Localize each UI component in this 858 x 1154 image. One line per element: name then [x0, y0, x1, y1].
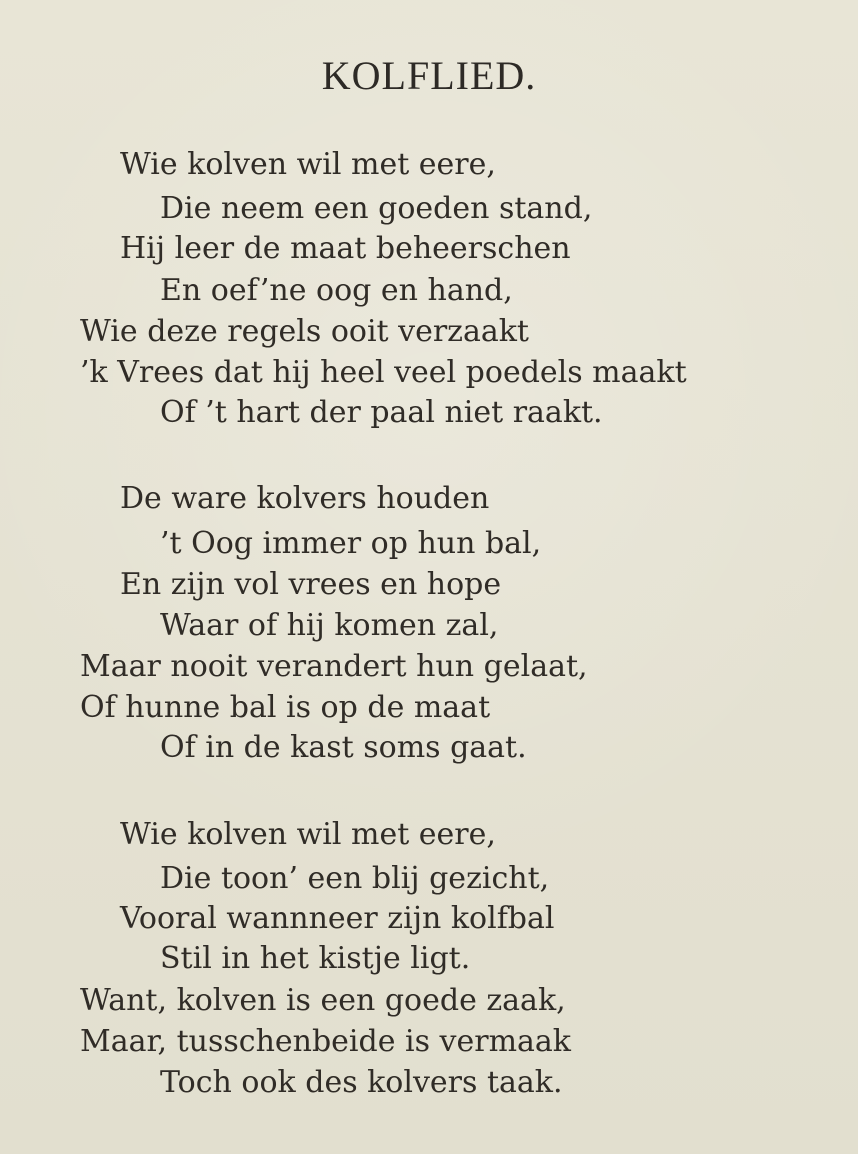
stanza-1-line-6: ’k Vrees dat hij heel veel poedels maakt [80, 355, 687, 390]
stanza-2-line-1: De ware kolvers houden [120, 481, 490, 516]
stanza-2-line-3: En zijn vol vrees en hope [120, 567, 502, 602]
stanza-2-line-4: Waar of hij komen zal, [160, 608, 499, 643]
stanza-2-line-6: Of hunne bal is op de maat [80, 690, 491, 725]
stanza-2-line-2: ’t Oog immer op hun bal, [160, 526, 542, 561]
stanza-3-line-7: Toch ook des kolvers taak. [160, 1065, 563, 1100]
stanza-3-line-6: Maar, tusschenbeide is vermaak [80, 1024, 571, 1059]
stanza-2-line-7: Of in de kast soms gaat. [160, 730, 527, 765]
stanza-3-line-3: Vooral wannneer zijn kolfbal [120, 901, 555, 936]
stanza-1-line-3: Hij leer de maat beheerschen [120, 231, 571, 266]
stanza-2-line-5: Maar nooit verandert hun gelaat, [80, 649, 588, 684]
stanza-1-line-1: Wie kolven wil met eere, [120, 147, 496, 182]
poem-title: KOLFLIED. [321, 53, 537, 98]
stanza-1-line-5: Wie deze regels ooit verzaakt [80, 314, 529, 349]
stanza-1-line-2: Die neem een goeden stand, [160, 191, 593, 226]
stanza-1-line-4: En oef’ne oog en hand, [160, 273, 513, 308]
stanza-3-line-4: Stil in het kistje ligt. [160, 941, 471, 976]
stanza-3-line-1: Wie kolven wil met eere, [120, 817, 496, 852]
stanza-3-line-2: Die toon’ een blij gezicht, [160, 861, 550, 896]
stanza-1-line-7: Of ’t hart der paal niet raakt. [160, 395, 603, 430]
stanza-3-line-5: Want, kolven is een goede zaak, [80, 983, 566, 1018]
